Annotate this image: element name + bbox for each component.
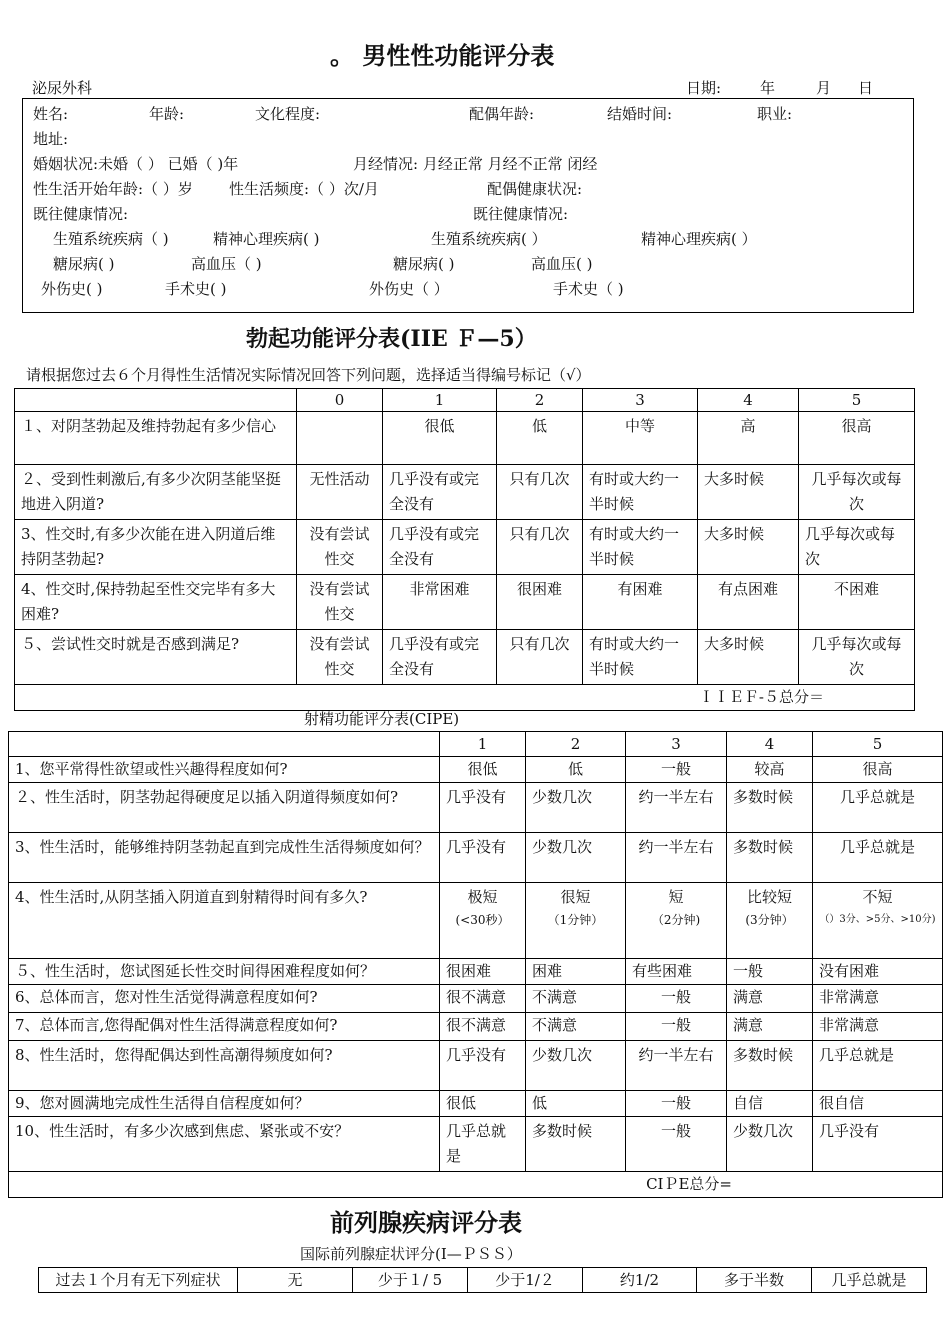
iief-total-row: [15, 685, 915, 711]
cipe-option[interactable]: 很困难: [440, 959, 526, 985]
mental-disease-spouse[interactable]: 精神心理疾病( ）: [641, 230, 757, 248]
iief-option[interactable]: 几乎没有或完全没有: [383, 630, 497, 685]
ipss-header-cell: 约1/2: [583, 1268, 697, 1293]
cipe-option[interactable]: 几乎没有: [813, 1117, 943, 1172]
date-year: 年: [760, 79, 776, 97]
iief-header-cell: 5: [799, 389, 915, 412]
cipe-question: 9、您对圆满地完成性生活得自信程度如何？: [9, 1091, 440, 1117]
cipe-row: [9, 833, 943, 883]
iief-option[interactable]: 大多时候: [698, 465, 799, 520]
iief-option[interactable]: 几乎每次或每次: [799, 520, 915, 575]
cipe-option[interactable]: 一般: [626, 757, 727, 783]
health-history-spouse: 既往健康情况:: [473, 205, 569, 223]
menstrual-status[interactable]: 月经情况: 月经正常 月经不正常 闭经: [353, 155, 598, 173]
cipe-question: 4、性生活时,从阴茎插入阴道直到射精得时间有多久?: [9, 883, 440, 959]
genital-disease-self[interactable]: 生殖系统疾病（ ): [53, 230, 169, 248]
marital-status[interactable]: 婚姻状况:未婚（ ） 已婚（ )年: [33, 155, 239, 173]
cipe-option[interactable]: 约一半左右: [626, 783, 727, 833]
ipss-header-cell: 多于半数: [697, 1268, 812, 1293]
cipe-option-note: （）3分、>5分、>10分): [819, 914, 936, 925]
iief-header-cell: 4: [698, 389, 799, 412]
name-field[interactable]: 姓名:: [33, 105, 69, 123]
cipe-row: [9, 1117, 943, 1172]
cipe-option[interactable]: 多数时候: [727, 1041, 813, 1091]
cipe-option[interactable]: [727, 883, 813, 959]
iief-option[interactable]: 有点困难: [698, 575, 799, 630]
ipss-subtitle: 国际前列腺症状评分(I—ＰＳＳ）: [300, 1245, 522, 1263]
iief-option[interactable]: 低: [497, 412, 583, 465]
iief-header-row: [15, 389, 915, 412]
cipe-option[interactable]: [526, 883, 626, 959]
cipe-option[interactable]: [626, 883, 727, 959]
cipe-row: [9, 1041, 943, 1091]
ipss-header-cell: 无: [238, 1268, 353, 1293]
cipe-total-row: [9, 1172, 943, 1198]
iief-header-cell: 2: [497, 389, 583, 412]
cipe-option[interactable]: 低: [526, 1091, 626, 1117]
iief-option[interactable]: 有时或大约一半时候: [583, 630, 698, 685]
cipe-option[interactable]: 几乎总就是: [813, 833, 943, 883]
iief-option[interactable]: 几乎每次或每次: [799, 630, 915, 685]
marriage-time-field[interactable]: 结婚时间:: [607, 105, 673, 123]
diabetes-spouse[interactable]: 糖尿病( ): [393, 255, 455, 273]
trauma-spouse[interactable]: 外伤史（ ）: [369, 280, 449, 298]
age-field[interactable]: 年龄:: [149, 105, 185, 123]
ipss-header-cell: 几乎总就是: [812, 1268, 927, 1293]
cipe-question: 3、性生活时，能够维持阴茎勃起直到完成性生活得频度如何？: [9, 833, 440, 883]
cipe-option[interactable]: 多数时候: [727, 783, 813, 833]
cipe-option-note: (3分钟）: [745, 913, 794, 927]
cipe-question: 7、总体而言,您得配偶对性生活得满意程度如何?: [9, 1013, 440, 1041]
cipe-option[interactable]: 几乎没有: [440, 1041, 526, 1091]
cipe-option[interactable]: 困难: [526, 959, 626, 985]
cipe-header-cell: 5: [813, 732, 943, 757]
cipe-option-label: 很短: [560, 888, 591, 906]
iief-option[interactable]: 有时或大约一半时候: [583, 465, 698, 520]
iief-option[interactable]: 高: [698, 412, 799, 465]
cipe-option[interactable]: 几乎总就是: [440, 1117, 526, 1172]
cipe-title: 射精功能评分表(CIPE): [304, 710, 460, 728]
cipe-option[interactable]: 低: [526, 757, 626, 783]
cipe-option[interactable]: 约一半左右: [626, 1041, 727, 1091]
cipe-option[interactable]: 多数时候: [727, 833, 813, 883]
iief-option[interactable]: 只有几次: [497, 465, 583, 520]
sex-start-age[interactable]: 性生活开始年龄:（ ）岁: [33, 180, 193, 198]
cipe-header-cell: 1: [440, 732, 526, 757]
cipe-option[interactable]: 少数几次: [526, 783, 626, 833]
cipe-option[interactable]: 少数几次: [526, 833, 626, 883]
surgery-spouse[interactable]: 手术史（ ): [553, 280, 624, 298]
iief-header-cell: [15, 389, 297, 412]
iief-header-cell: 1: [383, 389, 497, 412]
cipe-question: 6、总体而言，您对性生活觉得满意程度如何?: [9, 985, 440, 1013]
iief-row: [15, 412, 915, 465]
cipe-row: [9, 985, 943, 1013]
address-field[interactable]: 地址:: [33, 130, 69, 148]
iief-option[interactable]: 很低: [383, 412, 497, 465]
iief-option[interactable]: 只有几次: [497, 630, 583, 685]
cipe-option[interactable]: 一般: [626, 1013, 727, 1041]
sex-frequency[interactable]: 性生活频度:（ ）次/月: [229, 180, 379, 198]
iief-option[interactable]: 大多时候: [698, 630, 799, 685]
cipe-header-cell: 2: [526, 732, 626, 757]
cipe-option-label: 极短: [467, 888, 498, 906]
iief-header-cell: 3: [583, 389, 698, 412]
cipe-option[interactable]: 一般: [727, 959, 813, 985]
ipss-header-cell: 少于１/ 5: [353, 1268, 468, 1293]
cipe-option[interactable]: 自信: [727, 1091, 813, 1117]
ipss-table: [38, 1267, 927, 1293]
iief-total[interactable]: ＩＩＥＦ-５总分＝: [15, 685, 915, 711]
cipe-question: 10、性生活时，有多少次感到焦虑、紧张或不安？: [9, 1117, 440, 1172]
date-day: 日: [858, 79, 874, 97]
cipe-option[interactable]: 几乎总就是: [813, 783, 943, 833]
cipe-option[interactable]: 有些困难: [626, 959, 727, 985]
cipe-option[interactable]: 满意: [727, 1013, 813, 1041]
health-history-self: 既往健康情况:: [33, 205, 129, 223]
cipe-option-note: (<30秒）: [455, 913, 510, 927]
mental-disease-self[interactable]: 精神心理疾病( ): [213, 230, 320, 248]
cipe-option[interactable]: 很高: [813, 757, 943, 783]
iief-title: 勃起功能评分表(IIE Ｆ—5）: [246, 326, 537, 352]
cipe-option[interactable]: 多数时候: [526, 1117, 626, 1172]
ipss-header-cell: 过去１个月有无下列症状: [39, 1268, 238, 1293]
cipe-row: [9, 757, 943, 783]
cipe-option[interactable]: 一般: [626, 1091, 727, 1117]
cipe-question: 1、您平常得性欲望或性兴趣得程度如何?: [9, 757, 440, 783]
cipe-row: [9, 883, 943, 959]
iief-option[interactable]: 几乎没有或完全没有: [383, 520, 497, 575]
iief-row: [15, 465, 915, 520]
cipe-option[interactable]: 满意: [727, 985, 813, 1013]
cipe-option[interactable]: 很不满意: [440, 1013, 526, 1041]
cipe-option-note: （1分钟）: [547, 913, 604, 927]
iief-header-cell: 0: [297, 389, 383, 412]
iief-row: [15, 575, 915, 630]
iief-option[interactable]: 很困难: [497, 575, 583, 630]
cipe-option[interactable]: 没有困难: [813, 959, 943, 985]
hypertension-spouse[interactable]: 高血压( ): [531, 255, 593, 273]
surgery-self[interactable]: 手术史( ): [165, 280, 227, 298]
iief-option[interactable]: 不困难: [799, 575, 915, 630]
iief-question: 3、性交时,有多少次能在进入阴道后维持阴茎勃起?: [15, 520, 297, 575]
cipe-option[interactable]: 非常满意: [813, 1013, 943, 1041]
iief-option[interactable]: 非常困难: [383, 575, 497, 630]
cipe-option[interactable]: 不满意: [526, 985, 626, 1013]
cipe-question: ２、性生活时，阴茎勃起得硬度足以插入阴道得频度如何?: [9, 783, 440, 833]
cipe-option[interactable]: 几乎没有: [440, 833, 526, 883]
cipe-option[interactable]: 不满意: [526, 1013, 626, 1041]
iief-option[interactable]: 无性活动: [297, 465, 383, 520]
job-field[interactable]: 职业:: [757, 105, 793, 123]
spouse-age-field[interactable]: 配偶年龄:: [469, 105, 535, 123]
ipss-header-cell: 少于1/２: [468, 1268, 583, 1293]
cipe-option[interactable]: 很不满意: [440, 985, 526, 1013]
iief-option[interactable]: 有困难: [583, 575, 698, 630]
cipe-header-row: [9, 732, 943, 757]
cipe-option[interactable]: 很低: [440, 1091, 526, 1117]
cipe-option[interactable]: 几乎总就是: [813, 1041, 943, 1091]
patient-info-box: [22, 98, 914, 313]
diabetes-self[interactable]: 糖尿病( ): [53, 255, 115, 273]
spouse-health[interactable]: 配偶健康状况:: [487, 180, 583, 198]
date-month: 月: [816, 79, 832, 97]
iief-option[interactable]: [297, 412, 383, 465]
iief-option[interactable]: 中等: [583, 412, 698, 465]
cipe-option[interactable]: 非常满意: [813, 985, 943, 1013]
cipe-total[interactable]: CIＰE总分=: [9, 1172, 943, 1198]
cipe-row: [9, 1013, 943, 1041]
iief-table: [14, 388, 915, 711]
date-label: 日期:: [686, 79, 722, 97]
cipe-row: [9, 783, 943, 833]
cipe-option[interactable]: 约一半左右: [626, 833, 727, 883]
iief-option[interactable]: 几乎没有或完全没有: [383, 465, 497, 520]
department: 泌尿外科: [32, 79, 93, 97]
cipe-row: [9, 1091, 943, 1117]
cipe-option[interactable]: 很自信: [813, 1091, 943, 1117]
cipe-option-label: 比较短: [746, 888, 792, 906]
genital-disease-spouse[interactable]: 生殖系统疾病( ）: [431, 230, 547, 248]
cipe-option-note: （2分钟): [651, 913, 701, 927]
prostate-title: 前列腺疾病评分表: [330, 1208, 522, 1237]
iief-question: ２、受到性刺激后,有多少次阴茎能坚挺地进入阴道?: [15, 465, 297, 520]
iief-option[interactable]: 几乎每次或每次: [799, 465, 915, 520]
iief-option[interactable]: 没有尝试性交: [297, 520, 383, 575]
cipe-option[interactable]: 很低: [440, 757, 526, 783]
hypertension-self[interactable]: 高血压（ ): [191, 255, 262, 273]
cipe-option[interactable]: 几乎没有: [440, 783, 526, 833]
iief-option[interactable]: 大多时候: [698, 520, 799, 575]
iief-instruction: 请根据您过去６个月得性生活情况实际情况回答下列问题，选择适当得编号标记（√）: [26, 366, 591, 384]
cipe-option[interactable]: 少数几次: [526, 1041, 626, 1091]
cipe-option-label: 不短: [862, 888, 893, 906]
cipe-header-cell: [9, 732, 440, 757]
cipe-option-label: 短: [668, 888, 684, 906]
cipe-option[interactable]: 一般: [626, 1117, 727, 1172]
iief-question: ５、尝试性交时就是否感到满足?: [15, 630, 297, 685]
iief-row: [15, 520, 915, 575]
cipe-table: [8, 731, 943, 1198]
cipe-option[interactable]: 少数几次: [727, 1117, 813, 1172]
cipe-option[interactable]: 较高: [727, 757, 813, 783]
page-title: 。 男性性功能评分表: [330, 41, 555, 70]
education-field[interactable]: 文化程度:: [255, 105, 321, 123]
iief-question: １、对阴茎勃起及维持勃起有多少信心: [15, 412, 297, 465]
ipss-header-row: [39, 1268, 927, 1293]
iief-row: [15, 630, 915, 685]
iief-option[interactable]: 很高: [799, 412, 915, 465]
iief-option[interactable]: 只有几次: [497, 520, 583, 575]
cipe-question: ５、性生活时，您试图延长性交时间得困难程度如何？: [9, 959, 440, 985]
iief-question: 4、性交时,保持勃起至性交完毕有多大困难?: [15, 575, 297, 630]
cipe-option[interactable]: [440, 883, 526, 959]
cipe-row: [9, 959, 943, 985]
cipe-question: 8、性生活时，您得配偶达到性高潮得频度如何?: [9, 1041, 440, 1091]
iief-option[interactable]: 有时或大约一半时候: [583, 520, 698, 575]
cipe-option[interactable]: 一般: [626, 985, 727, 1013]
cipe-header-cell: 4: [727, 732, 813, 757]
cipe-option[interactable]: [813, 883, 943, 959]
cipe-header-cell: 3: [626, 732, 727, 757]
trauma-self[interactable]: 外伤史( ): [41, 280, 103, 298]
iief-option[interactable]: 没有尝试性交: [297, 630, 383, 685]
iief-option[interactable]: 没有尝试性交: [297, 575, 383, 630]
